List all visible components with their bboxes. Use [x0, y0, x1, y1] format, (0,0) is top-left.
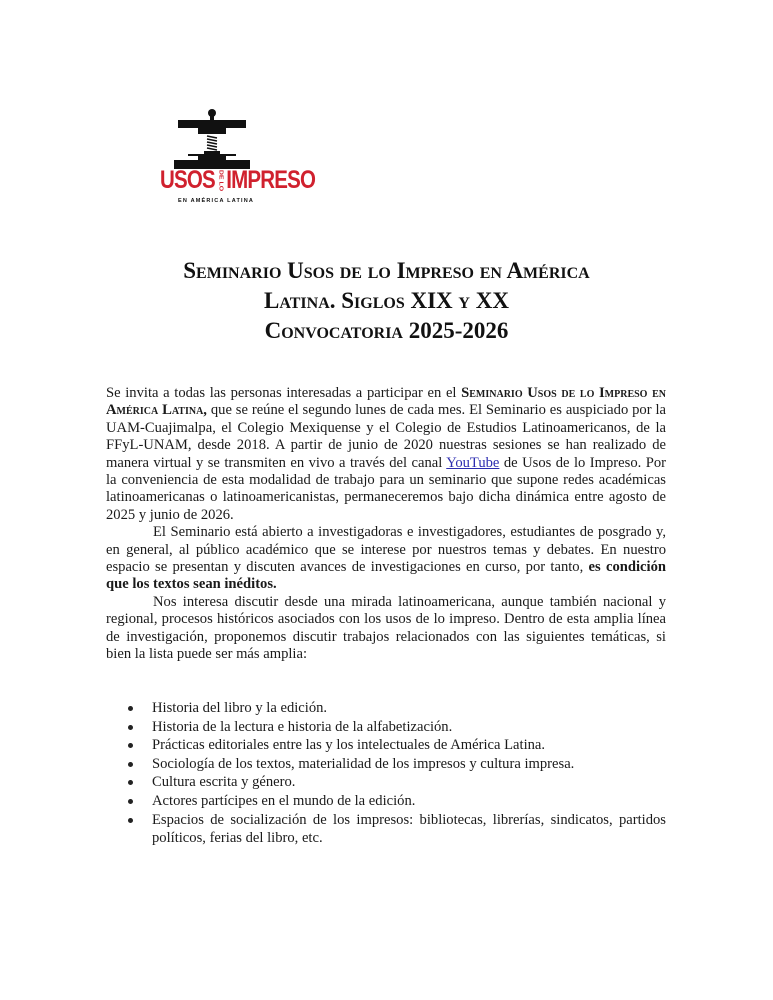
list-item-text: Actores partícipes en el mundo de la edición. [152, 792, 416, 809]
list-item [106, 718, 666, 737]
bullet-icon [128, 780, 133, 785]
list-item-text: Sociología de los textos, materialidad de los impresos y cultura impresa. [152, 755, 575, 772]
list-item [106, 792, 666, 811]
paragraph-text: que se reúne el segundo lunes de cada mes. El Seminario es auspiciado por la UAM-Cuajimalpa, el Colegio Mexiquense y el Colegio de Estudios Latinoamericanos, de la FFyL-UNAM, desde 2018. A partir de junio de 2020 nuestras sesiones se han realizado de manera virtual y se transmiten en vivo a través del canal [106, 402, 666, 471]
list-item [106, 736, 666, 755]
seminar-name: Seminario Usos de lo Impreso en América Latina, [106, 385, 667, 419]
youtube-link[interactable]: YouTube [446, 454, 500, 471]
logo-subtitle: EN AMÉRICA LATINA [178, 198, 255, 204]
paragraph-audience [106, 524, 666, 594]
paragraph-text: Se invita a todas las personas interesadas a participar en el [106, 385, 462, 401]
list-item [106, 699, 666, 718]
title-line-2: Latina. Siglos XIX y XX [264, 288, 509, 313]
page-title [100, 256, 673, 346]
list-item-text: Historia de la lectura e historia de la alfabetización. [152, 718, 453, 735]
logo-wordmark [160, 164, 316, 196]
logo-word-usos: USOS [160, 165, 215, 194]
list-item-text: Prácticas editoriales entre las y los intelectuales de América Latina. [152, 737, 546, 754]
bullet-icon [128, 725, 133, 730]
bullet-icon [128, 799, 133, 804]
list-item-text: Espacios de socialización de los impresos: bibliotecas, librerías, sindicatos, partidos políticos, ferias del libro, etc. [152, 811, 666, 847]
condition-text: es condición que los textos sean inéditos. [106, 559, 667, 593]
paragraph-text: de Usos de lo Impreso. Por la conveniencia de esta modalidad de trabajo para un seminario que supone redes académicas latinoamericanas o latinoamericanistas, permaneceremos bajo dicha dinámica entre agosto de 2025 y junio de 2026. [106, 454, 666, 523]
bullet-icon [128, 706, 133, 711]
logo-word-impreso: IMPRESO [226, 165, 316, 194]
list-item [106, 755, 666, 774]
title-line-1: Seminario Usos de lo Impreso en América [183, 258, 590, 283]
logo-word-delo: DE LO [217, 169, 224, 191]
body-text [106, 385, 666, 664]
topics-list [106, 699, 666, 848]
bullet-icon [128, 818, 133, 823]
paragraph-invitation [106, 385, 666, 524]
list-item [106, 811, 666, 848]
list-item-text: Historia del libro y la edición. [152, 700, 328, 716]
paragraph-text: El Seminario está abierto a investigadoras e investigadores, estudiantes de posgrado y, en general, al público académico que se interese por nuestros temas y debates. En nuestro espacio se presentan y discuten avances de investigaciones en curso, por tanto, [106, 524, 666, 576]
paragraph-topics-intro: Nos interesa discutir desde una mirada latinoamericana, aunque también nacional y regional, procesos históricos asociados con los usos de lo impreso. Dentro de esta amplia línea de investigación, proponemos discutir trabajos relacionados con las siguientes temáticas, si bien la lista puede ser más amplia: [106, 593, 666, 663]
list-item-text: Cultura escrita y género. [152, 774, 296, 791]
list-item [106, 773, 666, 792]
bullet-icon [128, 743, 133, 748]
bullet-icon [128, 762, 133, 767]
logo [160, 108, 316, 208]
title-line-3: Convocatoria 2025-2026 [264, 318, 509, 343]
printing-press-icon [174, 108, 250, 170]
